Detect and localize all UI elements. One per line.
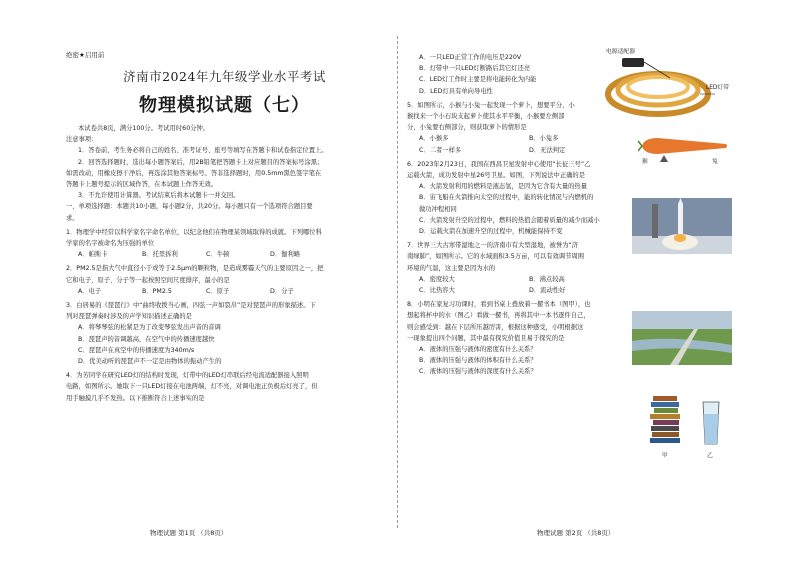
question-7-options [407, 274, 770, 285]
option-d[interactable]: D．分子 [270, 287, 294, 295]
option-b[interactable]: B．琵琶声的音调越高，在空气中的传播速度越快 [78, 335, 215, 343]
option-c[interactable]: C．二者一样多 [419, 146, 462, 154]
question-3-stem: 列对琵琶弹奏时涉及的声学知识描述正确的是 [66, 313, 192, 321]
question-7-stem: 环境的气温，这主要是因为水的 [407, 264, 496, 272]
question-2-stem: 2．PM2.5是指大气中直径小于或等于2.5μm的颗粒物，是造成雾霾天气的主要原因之一，把 [66, 265, 324, 273]
figure-jia-label: 甲 [662, 453, 668, 459]
rocket-photo [632, 198, 732, 254]
section-heading: 求。 [66, 214, 79, 222]
option-b[interactable]: B．托里拆利 [142, 251, 178, 259]
question-1-stem: 学家的名字被命名为压强的单位 [66, 240, 155, 248]
main-title: 物理模拟试题（七） [139, 95, 310, 116]
notice-heading: 注意事项： [66, 136, 98, 144]
page-footer: 物理试题 第2页 （共8页） [537, 529, 615, 537]
option-d[interactable]: D．优美动听的琵琶声不一定是由物体的振动产生的 [78, 358, 222, 366]
option-b[interactable]: B．PM2.5 [142, 287, 172, 295]
option-d[interactable]: D．运载火箭在加速升空的过程中，机械能保持不变 [419, 228, 563, 236]
rocket-illustration [632, 198, 732, 254]
question-6-stem: 运载火箭，成功发射中星26号卫星。如图，下列说法中正确的是 [407, 172, 586, 180]
option-a[interactable]: A．液体的压强与液体的密度有什么关系？ [419, 346, 537, 354]
option-a[interactable]: A．将琴琴弦的松紧是为了改变琴弦发出声音的音调 [78, 324, 221, 332]
exam-title: 济南市2024年九年级学业水平考试 [123, 69, 326, 84]
question-4-stem: 4．为芳同学在研究LED灯的结构时发现，灯带中的LED灯串联后经电流适配器接入照明 [66, 372, 309, 380]
notice-line: 2．回答选择题时，选出每小题答案后，用2B铅笔把答题卡上对应题目的答案标号涂黑； [78, 158, 324, 166]
notice-line: 3．不允许使用计算器。考试结束后将本试题卡一并交回。 [78, 192, 240, 200]
option-b[interactable]: B．沸点较高 [529, 275, 565, 283]
notice-line: 答题卡上题号提示的区域作答，在本试题上作答无效。 [66, 181, 218, 189]
option-d[interactable]: D．无法判定 [529, 146, 566, 154]
option-c[interactable]: C．LED灯工作时主要是将电能转化为内能 [419, 76, 537, 84]
option-b[interactable]: B．小兔多 [529, 135, 559, 143]
question-3-stem: 3．白居易的《琵琶行》中“曲终收拨当心画，四弦一声如裂帛”是对琵琶声的形象描述。下 [66, 302, 316, 310]
option-b[interactable]: B．灯带中一只LED灯断路后其它灯还亮 [419, 65, 531, 73]
option-a[interactable]: A．小猴多 [419, 135, 449, 143]
option-c[interactable]: C．牛顿 [206, 251, 230, 259]
option-a[interactable]: A．帕斯卡 [78, 251, 108, 259]
option-c[interactable]: C．原子 [206, 287, 230, 295]
question-7-stem: 7．世界三大古寒带湿地之一的济南市有大型湿地，被誉为“济 [407, 242, 578, 250]
question-1-stem: 1．物理学中经常以科学家名字命名单位，以纪念他们在物理某领域取得的成就。下列哪位科 [66, 228, 322, 236]
section-heading: 一、单项选择题：本题共10小题，每小题2分，共20分。每小题只有一个选项符合题目要 [66, 203, 313, 211]
monkey-label: 猴 [642, 159, 648, 165]
question-5-stem: 分，小兔要右侧部分，则获取萝卜的情形是 [407, 124, 527, 132]
notice-line: 如需改动，用橡皮擦干净后，再选涂其他答案标号。答非选择题时，用0.5mm黑色签字笔在 [66, 169, 322, 177]
option-d[interactable]: D．LED灯具有单向导电性 [419, 87, 493, 95]
option-c[interactable]: C．比热容大 [419, 287, 455, 295]
question-5-stem: 5．如图所示，小猴与小兔一起发现一个萝卜，想要平分，小 [407, 101, 575, 109]
question-4-stem: 用手触摸几乎不发热。以下推断符合上述事实的是 [66, 394, 205, 402]
books-cup-illustration [645, 390, 735, 452]
question-2-stem: 它和电子、原子、分子等一起按照空间尺度排序，最小的是 [66, 276, 230, 284]
adapter-label: 电源适配器 [606, 49, 635, 55]
led-strip-figure [600, 44, 750, 122]
wetland-illustration [632, 311, 732, 365]
question-5-stem: 猴找来一个小石块支起萝卜使其水平平衡，小猴要左侧部 [407, 113, 565, 121]
question-2-options [66, 286, 383, 297]
question-1-options [66, 249, 383, 260]
strip-label: LED灯带 [706, 85, 729, 91]
option-d[interactable]: D．伽利略 [270, 251, 301, 259]
option-c[interactable]: C．琵琶声在真空中的传播速度为340m/s [78, 346, 195, 354]
option-d[interactable]: D．流动性好 [529, 287, 566, 295]
question-6-stem: 6．2023年2月23日，我国在西昌卫星发射中心使用“长征三号”乙 [407, 160, 591, 168]
option-a[interactable]: A．电子 [78, 287, 102, 295]
option-a[interactable]: A．一只LED正常工作的电压是220V [419, 54, 522, 61]
wetland-photo [632, 311, 732, 365]
secret-label: 绝密★启用前 [66, 51, 105, 59]
page-footer: 物理试题 第1页 （共8页） [150, 529, 228, 537]
option-b-cont: 做功冲程相同 [419, 205, 457, 213]
question-7-options [407, 285, 770, 296]
rabbit-label: 兔 [712, 159, 718, 165]
option-b[interactable]: B．宙飞船在火箭推向太空的过程中，能的转化情况与内燃机的 [419, 194, 594, 202]
question-8-stem: 则会感受到：越在下层所压越厉害，根据这种感受，小明根据这 [407, 323, 584, 331]
books-cup-figure [645, 390, 735, 460]
question-7-stem: 南绿肺”，如图所示。它的水域面积3.5万亩，可以有效调节周围 [407, 253, 584, 261]
question-8-stem: 8．小明在家复习功课时，看到书桌上叠放着一摞书本（图甲），也 [407, 301, 591, 309]
question-4-stem: 电路，如图所示。她取下一只LED灯接在电池两端，灯不亮，对调电池正负极后灯亮了，但 [66, 383, 318, 391]
option-c[interactable]: C．火箭发射升空的过程中，燃料的热值会随着质量的减少而减小 [419, 216, 600, 224]
option-b[interactable]: B．液体的压强与液体的体积有什么关系？ [419, 357, 537, 365]
question-8-stem: 想起将杯中的水（图乙）看做一摞书，再将其中一本书逐件自己， [407, 312, 590, 320]
question-8-stem: 一现象提出四个问题，其中最有探究价值且易于探究的是 [407, 334, 565, 342]
figure-yi-label: 乙 [707, 453, 713, 459]
notice-line: 1．答卷前，考生务必将自己的姓名、准考证号、座号等填写在答题卡和试卷指定位置上。 [78, 147, 328, 155]
option-a[interactable]: A．火箭发射利用的燃料是液态氢，是因为它含有大量的热量 [419, 183, 588, 191]
option-c[interactable]: C．液体的压强与液体的深度有什么关系？ [419, 368, 537, 376]
carrot-figure [638, 132, 730, 166]
option-a[interactable]: A．密度较大 [419, 275, 455, 283]
exam-intro: 本试卷共8页，满分100分。考试用时60分钟。 [78, 125, 210, 132]
